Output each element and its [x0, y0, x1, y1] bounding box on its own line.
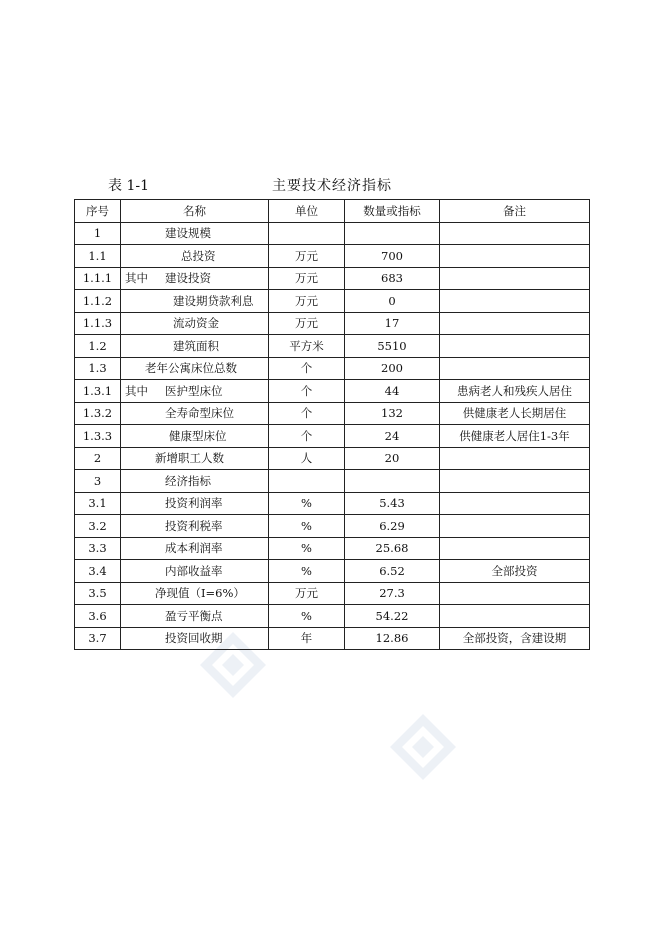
row-value: 6.29 [345, 515, 440, 538]
row-unit: 平方米 [269, 335, 345, 358]
table-row [75, 357, 590, 380]
row-unit: 万元 [269, 290, 345, 313]
row-note: 全部投资 [440, 560, 590, 583]
row-name-cell [121, 560, 269, 583]
row-number: 3.1 [75, 492, 121, 515]
header-cell: 序号 [75, 200, 121, 223]
table-row [75, 447, 590, 470]
row-unit [269, 222, 345, 245]
row-value: 17 [345, 312, 440, 335]
row-name: 投资回收期 [165, 631, 223, 646]
row-name-cell [121, 492, 269, 515]
row-note [440, 605, 590, 628]
row-name-cell [121, 380, 269, 403]
row-prefix: 其中 [125, 383, 148, 398]
row-name: 净现值（I=6%） [155, 586, 245, 601]
row-unit: 个 [269, 402, 345, 425]
row-name-cell [121, 582, 269, 605]
row-number: 1.1 [75, 245, 121, 268]
row-value [345, 222, 440, 245]
row-name: 成本利润率 [165, 541, 223, 556]
row-name: 建设期贷款利息 [173, 293, 254, 308]
row-name: 经济指标 [165, 473, 211, 488]
table-row [75, 245, 590, 268]
row-unit: 个 [269, 380, 345, 403]
row-name: 老年公寓床位总数 [145, 361, 237, 376]
row-unit: % [269, 537, 345, 560]
row-name: 内部收益率 [165, 563, 223, 578]
row-name-cell [121, 537, 269, 560]
row-number: 1.3 [75, 357, 121, 380]
row-name-cell [121, 245, 269, 268]
row-note [440, 357, 590, 380]
row-name: 建设规模 [165, 226, 211, 241]
row-unit: 年 [269, 627, 345, 650]
row-note [440, 290, 590, 313]
row-name: 建设投资 [165, 271, 211, 286]
table-header-row [75, 200, 590, 223]
row-number: 2 [75, 447, 121, 470]
row-name: 新增职工人数 [155, 451, 224, 466]
table-caption: 表 1-1 [108, 178, 149, 194]
row-name: 健康型床位 [169, 428, 227, 443]
row-note [440, 267, 590, 290]
row-note [440, 470, 590, 493]
table-body [75, 222, 590, 650]
row-name-cell [121, 335, 269, 358]
table-row [75, 605, 590, 628]
row-unit [269, 470, 345, 493]
watermark-icon [388, 712, 458, 782]
table-title: 主要技术经济指标 [272, 178, 392, 194]
table-row [75, 627, 590, 650]
table-row [75, 402, 590, 425]
table-row [75, 470, 590, 493]
table-row [75, 222, 590, 245]
row-value: 5.43 [345, 492, 440, 515]
row-unit: % [269, 605, 345, 628]
row-prefix: 其中 [125, 271, 148, 286]
header-cell: 名称 [121, 200, 269, 223]
row-name: 盈亏平衡点 [165, 608, 223, 623]
row-note [440, 515, 590, 538]
row-number: 1.1.3 [75, 312, 121, 335]
row-unit: 万元 [269, 245, 345, 268]
row-name-cell [121, 515, 269, 538]
row-note [440, 335, 590, 358]
row-name-cell [121, 267, 269, 290]
row-note [440, 245, 590, 268]
row-unit: % [269, 492, 345, 515]
row-unit: 万元 [269, 312, 345, 335]
table-row [75, 537, 590, 560]
row-value: 5510 [345, 335, 440, 358]
row-unit: % [269, 515, 345, 538]
row-note: 供健康老人长期居住 [440, 402, 590, 425]
row-name: 总投资 [181, 248, 216, 263]
row-value: 24 [345, 425, 440, 448]
row-name-cell [121, 312, 269, 335]
row-number: 3 [75, 470, 121, 493]
row-unit: 个 [269, 357, 345, 380]
row-value [345, 470, 440, 493]
row-value: 54.22 [345, 605, 440, 628]
table-row [75, 380, 590, 403]
row-name: 投资利税率 [165, 518, 223, 533]
row-number: 3.7 [75, 627, 121, 650]
row-name: 投资利润率 [165, 496, 223, 511]
row-name-cell [121, 470, 269, 493]
table-row [75, 425, 590, 448]
row-value: 44 [345, 380, 440, 403]
row-unit: % [269, 560, 345, 583]
row-note [440, 537, 590, 560]
row-unit: 个 [269, 425, 345, 448]
header-cell: 数量或指标 [345, 200, 440, 223]
row-unit: 万元 [269, 582, 345, 605]
row-note: 全部投资，含建设期 [440, 627, 590, 650]
row-value: 20 [345, 447, 440, 470]
row-name-cell [121, 605, 269, 628]
row-name-cell [121, 357, 269, 380]
row-number: 1.1.1 [75, 267, 121, 290]
row-number: 1.1.2 [75, 290, 121, 313]
row-name-cell [121, 425, 269, 448]
row-name-cell [121, 627, 269, 650]
row-value: 700 [345, 245, 440, 268]
row-number: 3.4 [75, 560, 121, 583]
row-note: 供健康老人居住1-3年 [440, 425, 590, 448]
row-number: 1.3.2 [75, 402, 121, 425]
row-note [440, 492, 590, 515]
table-row [75, 492, 590, 515]
indicators-table [74, 199, 590, 650]
row-name-cell [121, 222, 269, 245]
row-name-cell [121, 402, 269, 425]
row-value: 200 [345, 357, 440, 380]
table-row [75, 515, 590, 538]
row-name-cell [121, 290, 269, 313]
row-note [440, 582, 590, 605]
row-number: 1 [75, 222, 121, 245]
row-note [440, 312, 590, 335]
row-name: 流动资金 [173, 316, 219, 331]
row-value: 25.68 [345, 537, 440, 560]
table-row [75, 290, 590, 313]
table-row [75, 267, 590, 290]
row-number: 3.2 [75, 515, 121, 538]
row-number: 1.3.1 [75, 380, 121, 403]
table-row [75, 335, 590, 358]
row-unit: 万元 [269, 267, 345, 290]
row-number: 3.3 [75, 537, 121, 560]
row-note [440, 447, 590, 470]
row-value: 683 [345, 267, 440, 290]
row-name-cell [121, 447, 269, 470]
row-value: 132 [345, 402, 440, 425]
row-name: 全寿命型床位 [165, 406, 234, 421]
row-number: 3.5 [75, 582, 121, 605]
table-row [75, 582, 590, 605]
row-value: 6.52 [345, 560, 440, 583]
header-cell: 单位 [269, 200, 345, 223]
row-number: 1.2 [75, 335, 121, 358]
row-number: 3.6 [75, 605, 121, 628]
table-row [75, 560, 590, 583]
row-value: 12.86 [345, 627, 440, 650]
row-number: 1.3.3 [75, 425, 121, 448]
row-name: 建筑面积 [173, 338, 219, 353]
header-cell: 备注 [440, 200, 590, 223]
row-value: 27.3 [345, 582, 440, 605]
table-row [75, 312, 590, 335]
row-unit: 人 [269, 447, 345, 470]
row-name: 医护型床位 [165, 383, 223, 398]
row-note [440, 222, 590, 245]
row-note: 患病老人和残疾人居住 [440, 380, 590, 403]
row-value: 0 [345, 290, 440, 313]
